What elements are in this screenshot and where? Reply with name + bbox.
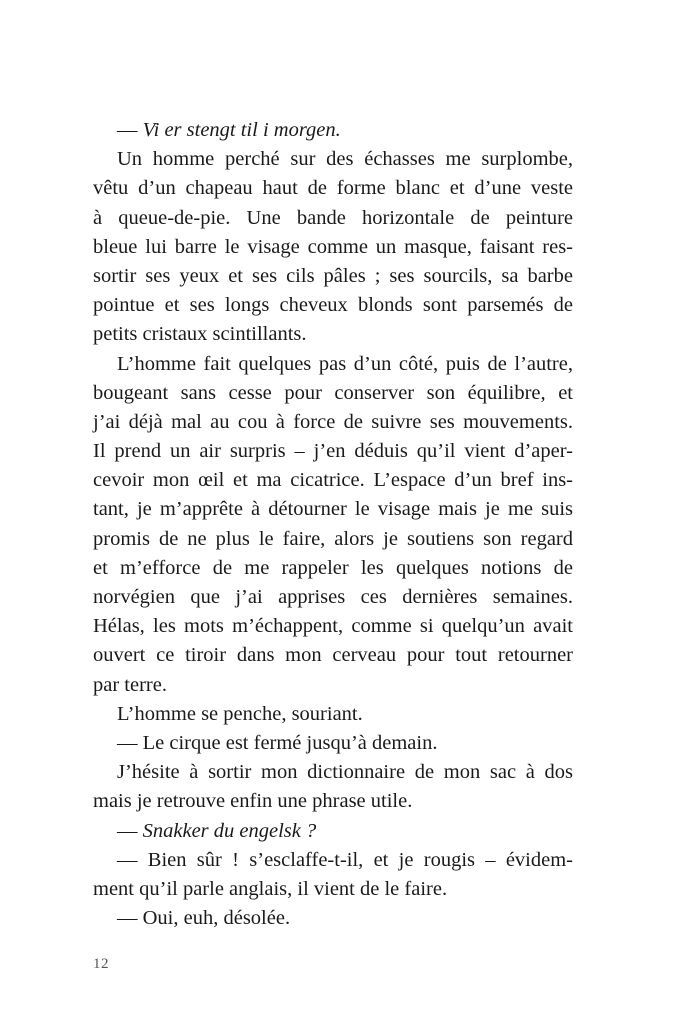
dialogue-line: — Oui, euh, désolée.: [117, 907, 291, 930]
paragraph-line: petits cristaux scintillants.: [93, 323, 307, 346]
paragraph-line: Un homme perché sur des échasses me surplombe,: [117, 148, 573, 171]
dialogue-line: — Le cirque est fermé jusqu’à demain.: [117, 731, 438, 754]
paragraph-line: bleue lui barre le visage comme un masque, faisant res-: [93, 235, 573, 258]
paragraph-line: par terre.: [93, 673, 167, 696]
paragraph-line: Il prend un air surpris – j’en déduis qu’il vient d’aper-: [93, 440, 573, 463]
dialogue-line: — Snakker du engelsk ?: [117, 819, 317, 842]
paragraph-line: ouvert ce tiroir dans mon cerveau pour tout retourner: [93, 644, 573, 667]
paragraph-line: et m’efforce de me rappeler les quelques notions de: [93, 556, 573, 579]
paragraph-line: j’ai déjà mal au cou à force de suivre ses mouvements.: [93, 410, 573, 433]
paragraph-line: tant, je m’apprête à détourner le visage mais je me suis: [93, 498, 573, 521]
dialogue-line: — Vi er stengt til i morgen.: [117, 119, 341, 141]
page-number: 12: [93, 956, 109, 972]
body-text: [93, 116, 573, 933]
paragraph-line: ment qu’il parle anglais, il vient de le faire.: [93, 877, 448, 900]
paragraph-line: L’homme fait quelques pas d’un côté, puis de l’autre,: [117, 352, 573, 375]
paragraph-line: L’homme se penche, souriant.: [117, 702, 363, 725]
paragraph-line: Hélas, les mots m’échappent, comme si quelqu’un avait: [93, 615, 573, 638]
paragraph-line: pointue et ses longs cheveux blonds sont parsemés de: [93, 294, 573, 317]
paragraph-line: norvégien que j’ai apprises ces dernières semaines.: [93, 586, 573, 608]
paragraph-line: promis de ne plus le faire, alors je soutiens son regard: [93, 527, 573, 550]
paragraph-line: J’hésite à sortir mon dictionnaire de mon sac à dos: [117, 761, 573, 784]
dialogue-line: — Bien sûr ! s’esclaffe-t-il, et je rougis – évidem-: [117, 848, 573, 871]
paragraph-line: sortir ses yeux et ses cils pâles ; ses sourcils, sa barbe: [93, 264, 573, 287]
paragraph-line: cevoir mon œil et ma cicatrice. L’espace d’un bref ins-: [93, 469, 573, 492]
paragraph-line: à queue-de-pie. Une bande horizontale de peinture: [93, 206, 573, 229]
paragraph-line: vêtu d’un chapeau haut de forme blanc et d’une veste: [93, 177, 573, 200]
paragraph-line: mais je retrouve enfin une phrase utile.: [93, 790, 413, 813]
paragraph-line: bougeant sans cesse pour conserver son équilibre, et: [93, 381, 573, 404]
